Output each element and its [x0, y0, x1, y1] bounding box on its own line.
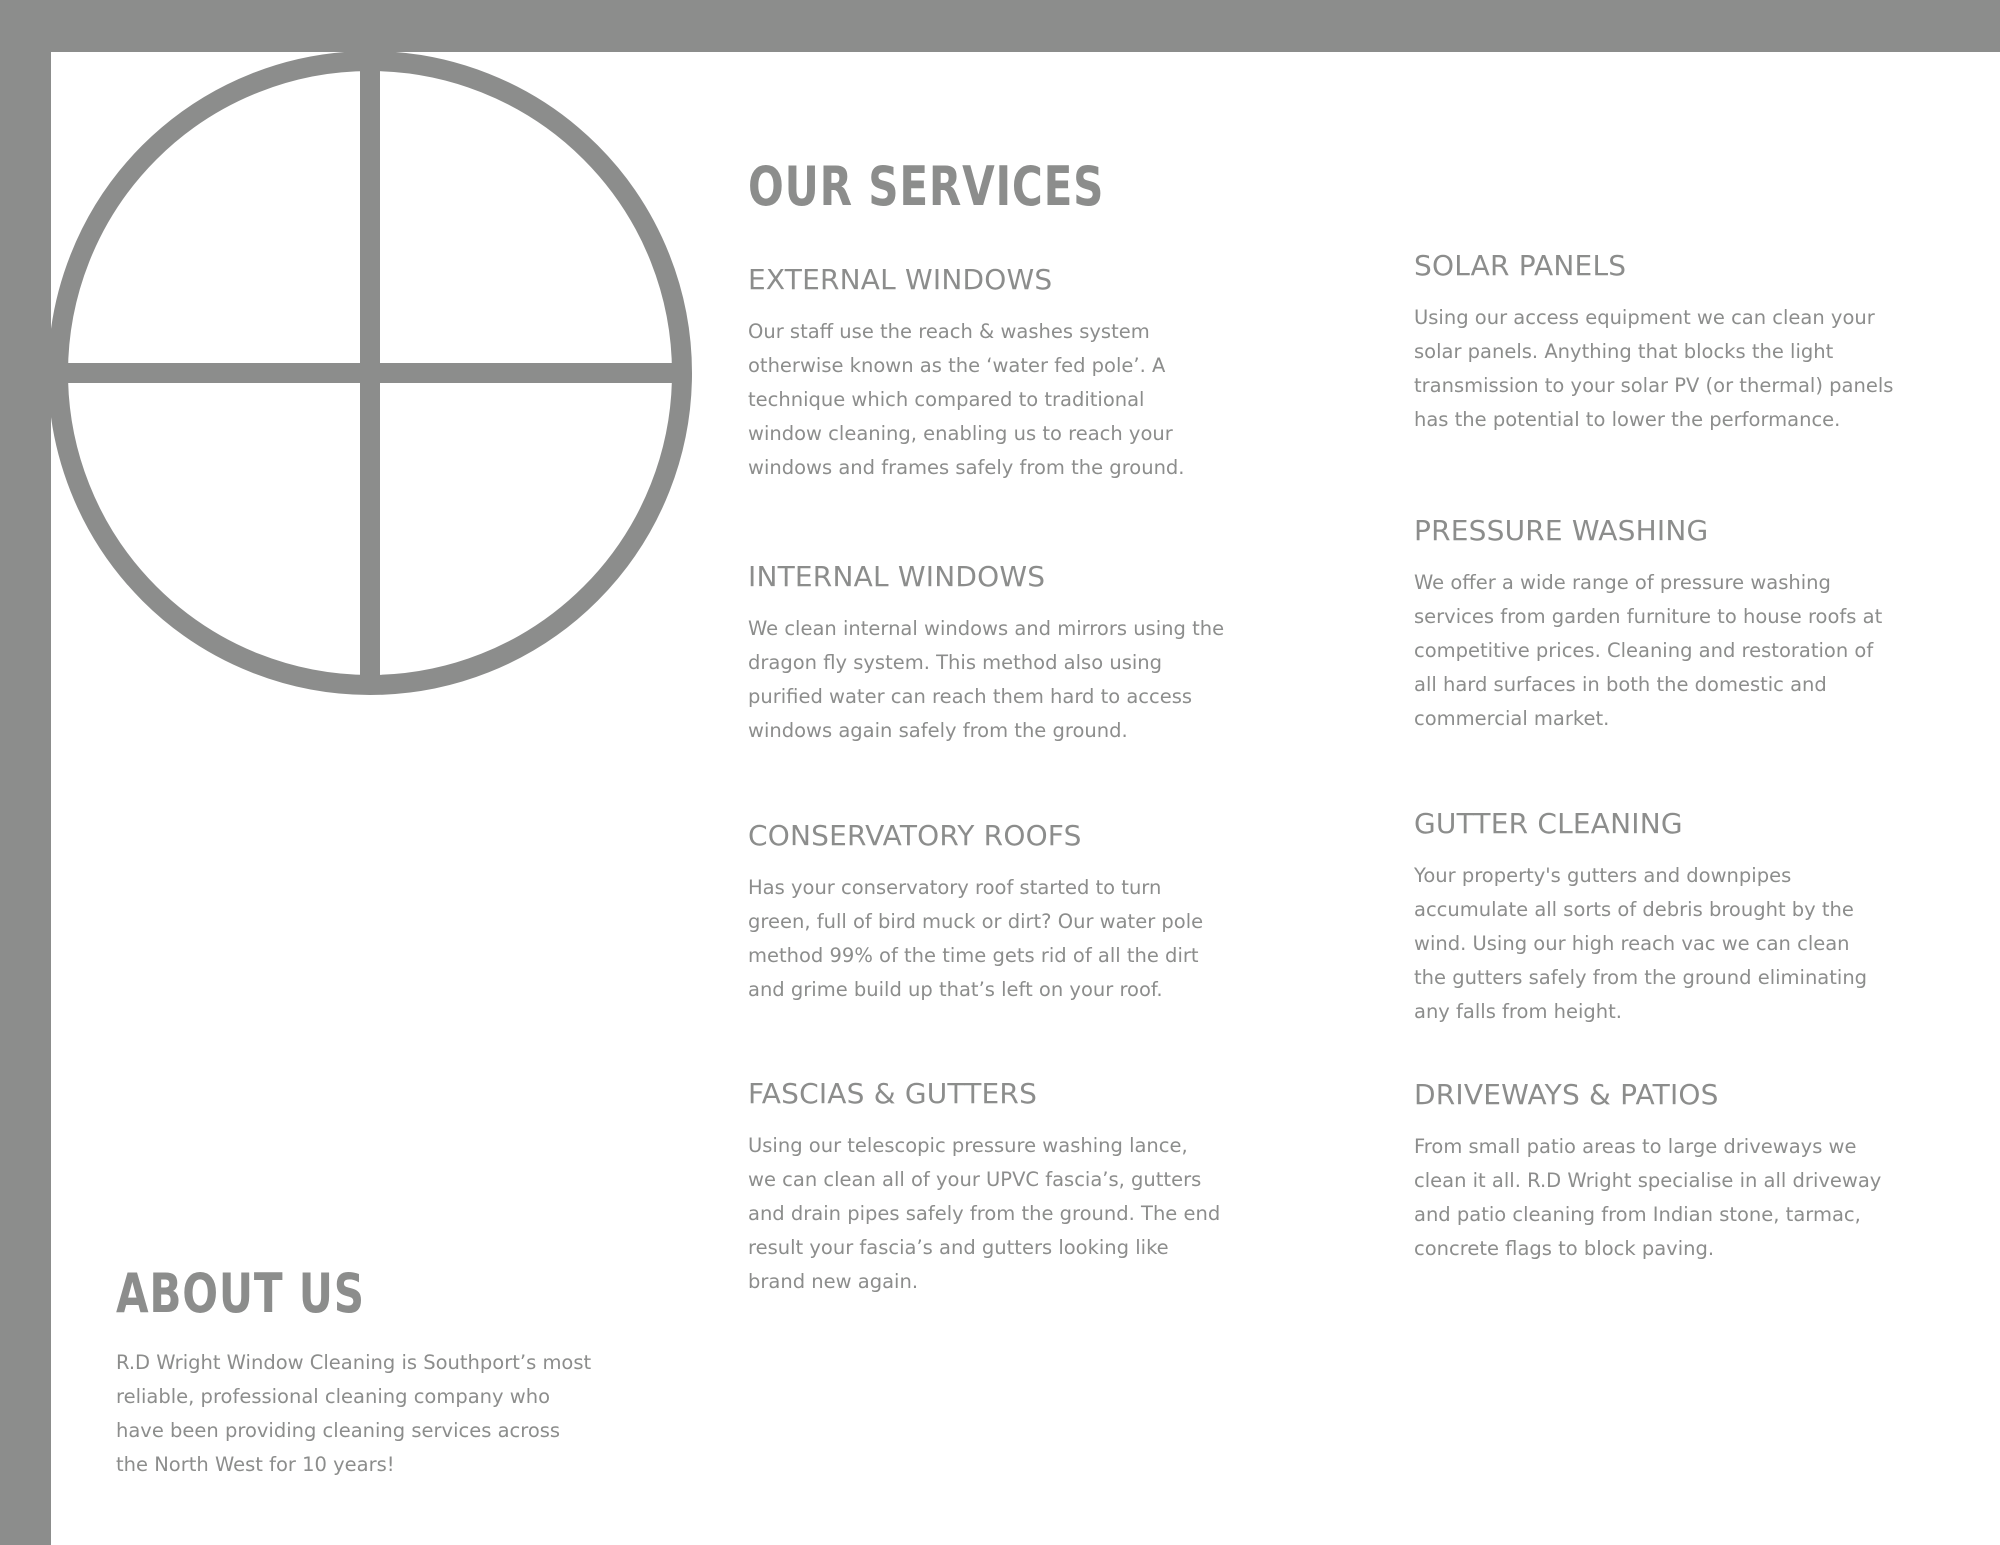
service-title: PRESSURE WASHING	[1414, 514, 1709, 547]
service-pressure-washing	[1414, 514, 1934, 736]
description-line: and drain pipes safely from the ground. The end	[748, 1201, 1221, 1225]
service-gutter-cleaning	[1414, 807, 1934, 1029]
service-description	[748, 612, 1268, 748]
description-line: the North West for 10 years!	[116, 1453, 395, 1476]
about-title: ABOUT US	[116, 1262, 365, 1325]
service-description	[1414, 301, 1934, 437]
service-title: CONSERVATORY ROOFS	[748, 819, 1082, 852]
description-line: Has your conservatory roof started to turn	[748, 875, 1162, 899]
service-description	[1414, 859, 1934, 1029]
service-title: INTERNAL WINDOWS	[748, 560, 1046, 593]
description-line: windows again safely from the ground.	[748, 718, 1128, 742]
description-line: have been providing cleaning services across	[116, 1419, 561, 1442]
description-line: brand new again.	[748, 1269, 919, 1293]
description-line: any falls from height.	[1414, 999, 1622, 1023]
description-line: competitive prices. Cleaning and restoration of	[1414, 638, 1874, 662]
service-title: DRIVEWAYS & PATIOS	[1414, 1078, 1719, 1111]
about-description	[116, 1346, 636, 1482]
description-line: concrete flags to block paving.	[1414, 1236, 1715, 1260]
service-conservatory-roofs	[748, 819, 1268, 1007]
frame-left-bar	[0, 0, 51, 1545]
description-line: purified water can reach them hard to access	[748, 684, 1193, 708]
description-line: windows and frames safely from the ground.	[748, 455, 1185, 479]
service-title: EXTERNAL WINDOWS	[748, 263, 1053, 296]
service-internal-windows	[748, 560, 1268, 748]
description-line: clean it all. R.D Wright specialise in all driveway	[1414, 1168, 1882, 1192]
description-line: We offer a wide range of pressure washing	[1414, 570, 1831, 594]
description-line: result your fascia’s and gutters looking like	[748, 1235, 1169, 1259]
service-fascias-gutters	[748, 1077, 1268, 1299]
description-line: services from garden furniture to house roofs at	[1414, 604, 1883, 628]
description-line: dragon fly system. This method also using	[748, 650, 1163, 674]
description-line: we can clean all of your UPVC fascia’s, gutters	[748, 1167, 1202, 1191]
description-line: wind. Using our high reach vac we can clean	[1414, 931, 1850, 955]
service-description	[1414, 566, 1934, 736]
description-line: solar panels. Anything that blocks the light	[1414, 339, 1834, 363]
description-line: transmission to your solar PV (or thermal) panels	[1414, 373, 1894, 397]
description-line: otherwise known as the ‘water fed pole’. A	[748, 353, 1166, 377]
description-line: the gutters safely from the ground eliminating	[1414, 965, 1868, 989]
description-line: commercial market.	[1414, 706, 1610, 730]
description-line: accumulate all sorts of debris brought by the	[1414, 897, 1854, 921]
description-line: Using our telescopic pressure washing lance,	[748, 1133, 1188, 1157]
description-line: and grime build up that’s left on your roof.	[748, 977, 1163, 1001]
service-description	[748, 315, 1268, 485]
description-line: We clean internal windows and mirrors using the	[748, 616, 1225, 640]
service-external-windows	[748, 263, 1268, 485]
service-title: SOLAR PANELS	[1414, 249, 1627, 282]
description-line: Your property's gutters and downpipes	[1414, 863, 1792, 887]
service-driveways-patios	[1414, 1078, 1934, 1266]
description-line: all hard surfaces in both the domestic and	[1414, 672, 1827, 696]
description-line: has the potential to lower the performance.	[1414, 407, 1841, 431]
description-line: Using our access equipment we can clean your	[1414, 305, 1875, 329]
service-solar-panels	[1414, 249, 1934, 437]
description-line: R.D Wright Window Cleaning is Southport’s most	[116, 1351, 592, 1374]
services-title: OUR SERVICES	[748, 155, 1105, 218]
description-line: green, full of bird muck or dirt? Our water pole	[748, 909, 1204, 933]
description-line: method 99% of the time gets rid of all the dirt	[748, 943, 1199, 967]
frame-top-bar	[0, 0, 2000, 52]
service-title: GUTTER CLEANING	[1414, 807, 1683, 840]
description-line: reliable, professional cleaning company who	[116, 1385, 551, 1408]
description-line: From small patio areas to large driveways we	[1414, 1134, 1857, 1158]
service-description	[1414, 1130, 1934, 1266]
description-line: technique which compared to traditional	[748, 387, 1145, 411]
description-line: Our staff use the reach & washes system	[748, 319, 1150, 343]
description-line: window cleaning, enabling us to reach your	[748, 421, 1173, 445]
service-description	[748, 871, 1268, 1007]
service-description	[748, 1129, 1268, 1299]
description-line: and patio cleaning from Indian stone, tarmac,	[1414, 1202, 1861, 1226]
service-title: FASCIAS & GUTTERS	[748, 1077, 1038, 1110]
